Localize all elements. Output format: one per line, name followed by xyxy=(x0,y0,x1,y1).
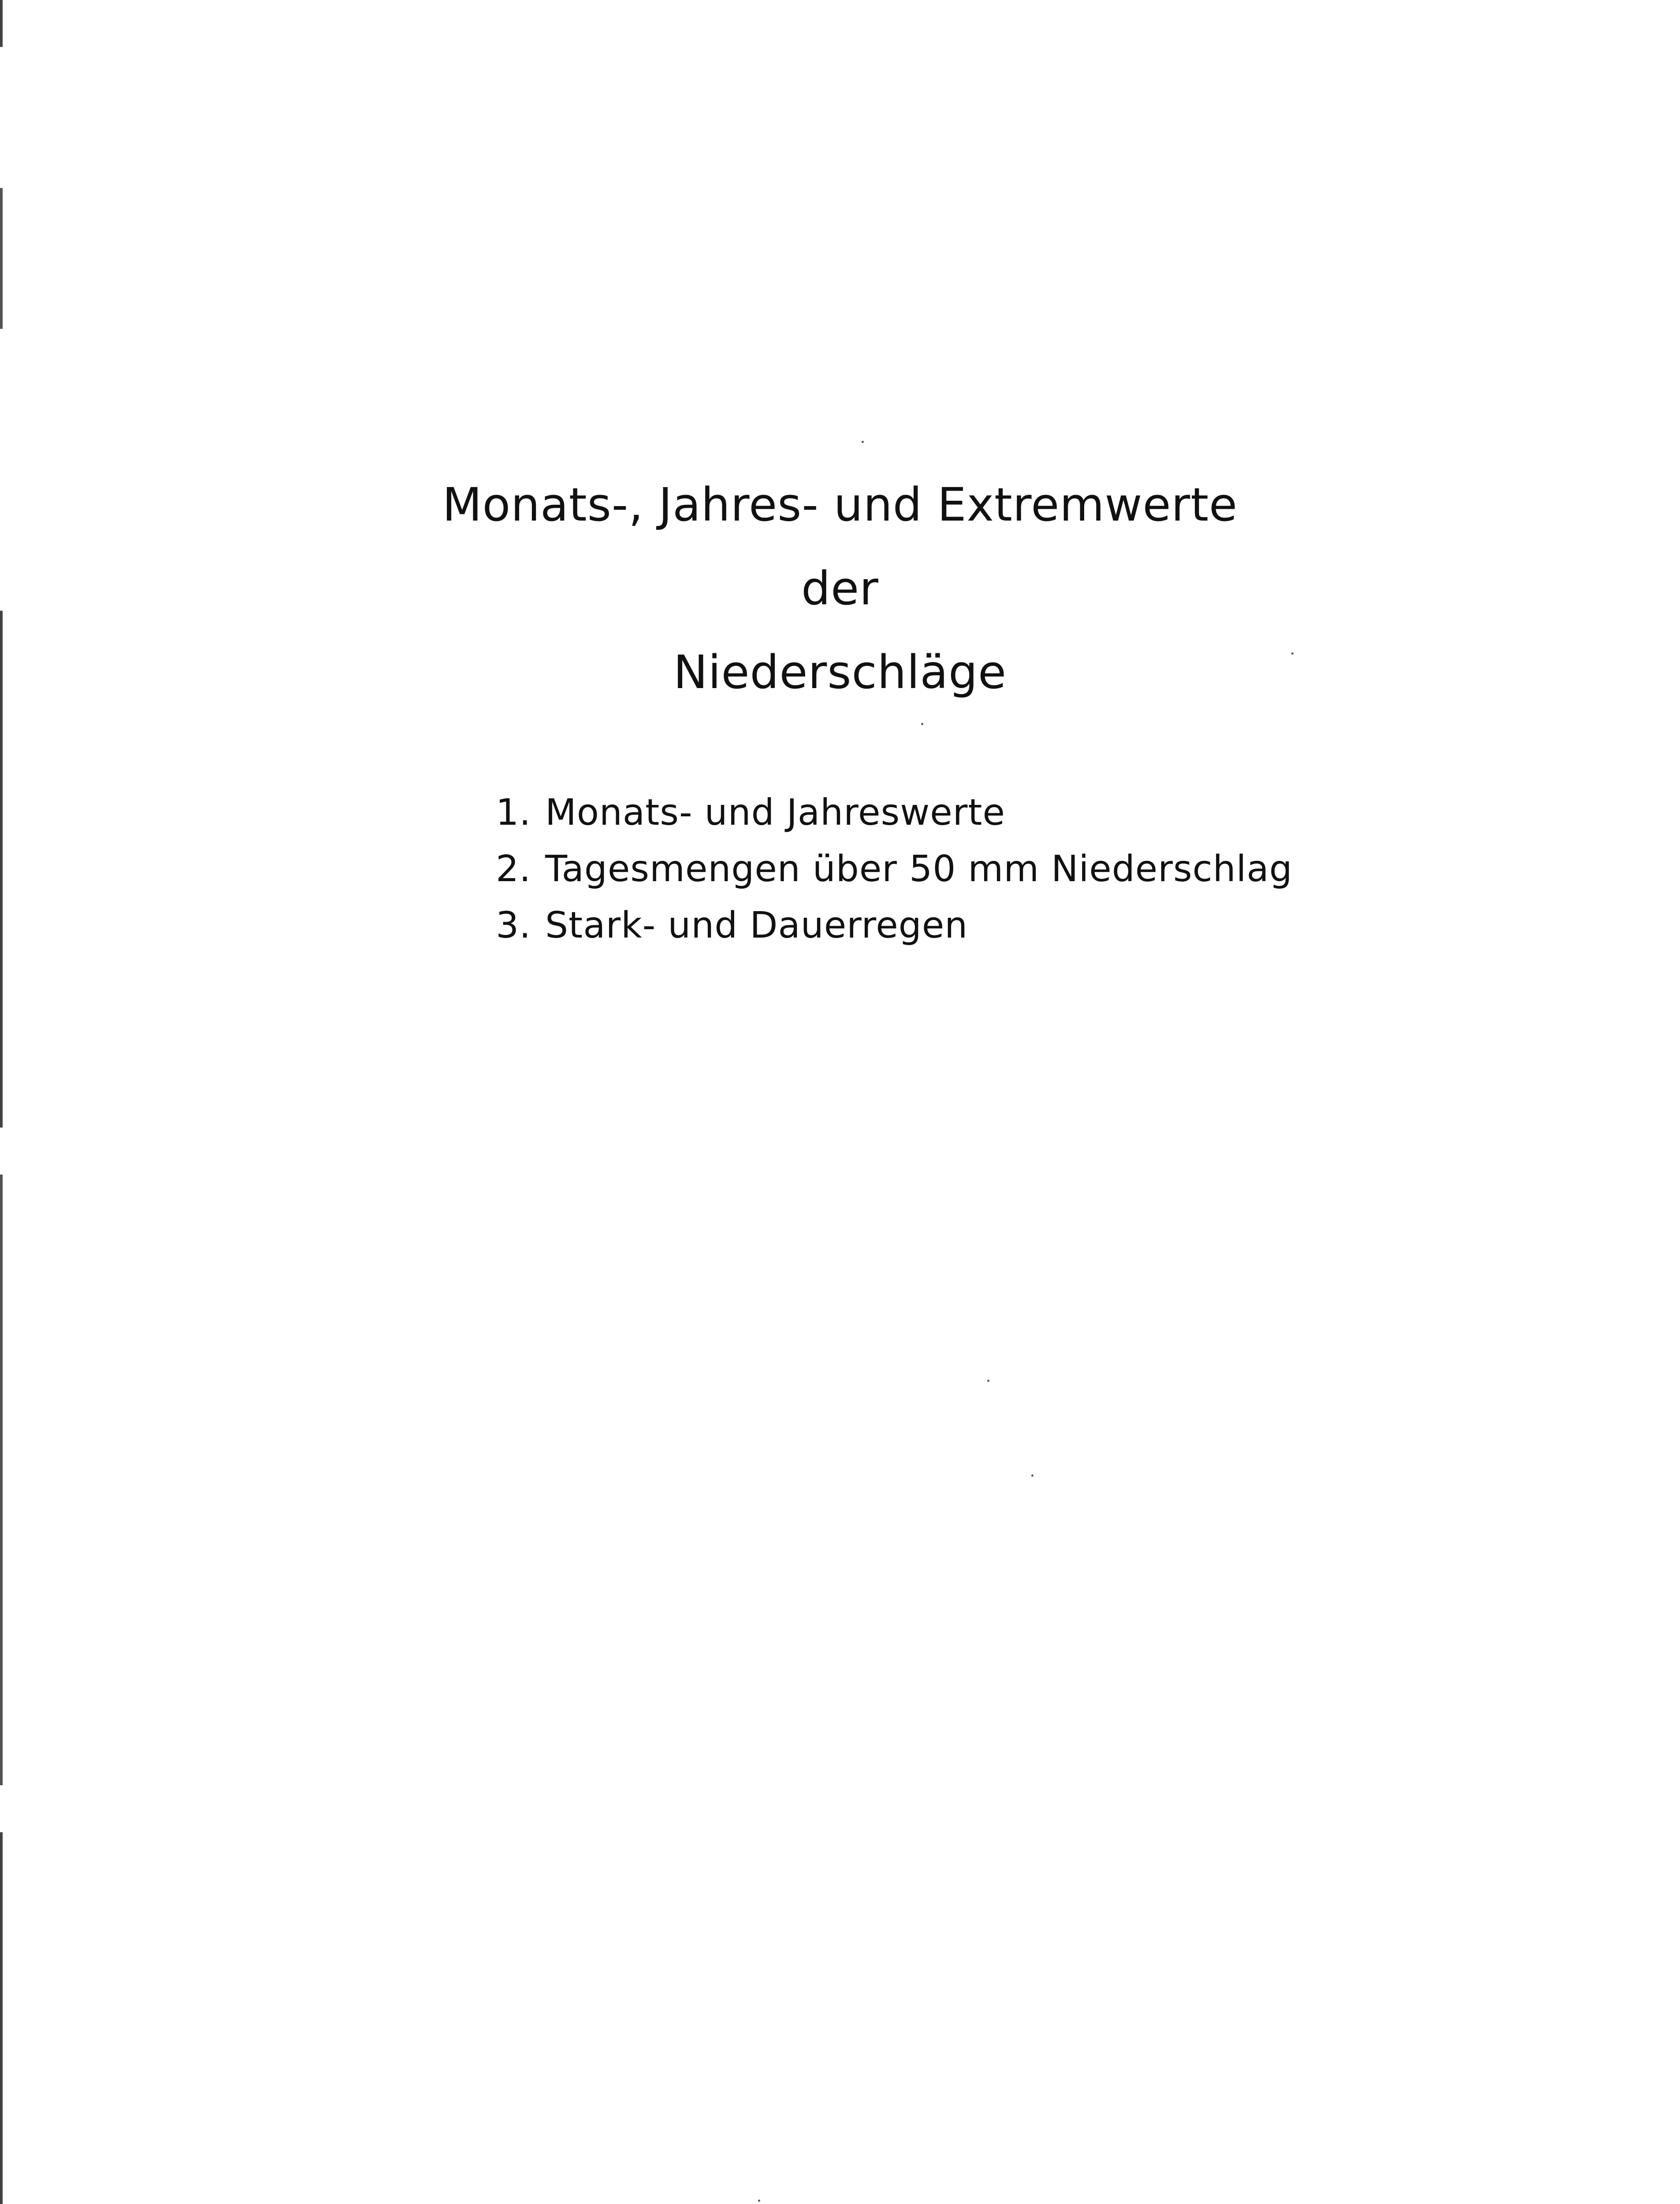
contents-item-2 xyxy=(496,841,1642,897)
title-line-3: Niederschläge xyxy=(673,645,1007,699)
contents-item-number: 1. xyxy=(496,792,532,834)
title-line-1: Monats-, Jahres- und Extremwerte xyxy=(442,478,1238,532)
contents-item-text: Stark- und Dauerregen xyxy=(545,905,968,946)
title-line-2: der xyxy=(801,562,879,615)
scan-speck xyxy=(758,2200,760,2202)
contents-list xyxy=(496,785,1642,954)
scan-speck xyxy=(1031,1474,1033,1477)
scan-speck xyxy=(862,441,864,443)
contents-item-1 xyxy=(496,785,1642,841)
page-title xyxy=(0,463,1680,714)
contents-item-text: Tagesmengen über 50 mm Niederschlag xyxy=(545,848,1293,890)
scan-edge-artifact xyxy=(0,0,3,2204)
scan-speck xyxy=(987,1380,989,1382)
contents-item-number: 3. xyxy=(496,905,532,946)
scan-speck xyxy=(921,723,923,725)
contents-item-3 xyxy=(496,897,1642,954)
contents-item-text: Monats- und Jahreswerte xyxy=(545,792,1006,834)
contents-item-number: 2. xyxy=(496,848,532,890)
